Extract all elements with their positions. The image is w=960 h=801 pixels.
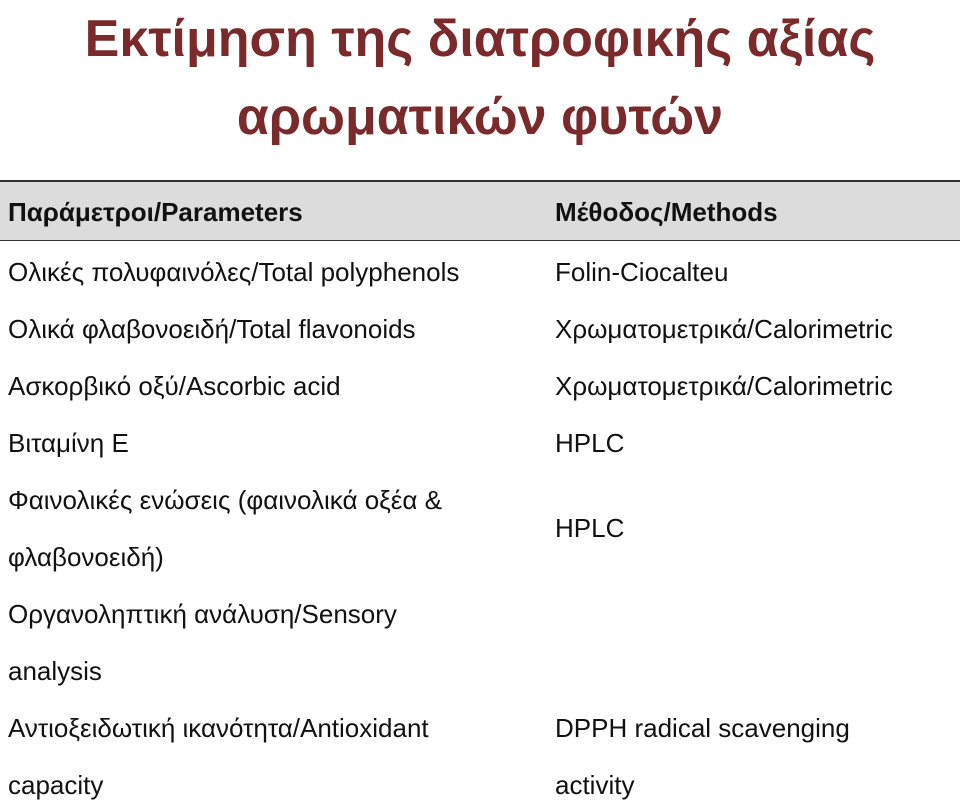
row-3-method: Χρωματομετρικά/Calorimetric bbox=[555, 371, 893, 401]
row-5-method: HPLC bbox=[555, 513, 625, 543]
row-7-parameter-line-1: Αντιοξειδωτική ικανότητα/Antioxidant bbox=[8, 713, 429, 743]
row-6-parameter-line-1: Οργανοληπτική ανάλυση/Sensory bbox=[8, 599, 397, 629]
row-5-parameter-line-1: Φαινολικές ενώσεις (φαινολικά οξέα & bbox=[8, 485, 442, 515]
row-6-parameter-line-2: analysis bbox=[8, 656, 102, 686]
table-header-row bbox=[0, 182, 960, 241]
header-parameters: Παράμετροι/Parameters bbox=[8, 197, 303, 227]
slide-title-line-1: Εκτίμηση της διατροφικής αξίας bbox=[84, 10, 876, 68]
parameters-methods-table bbox=[0, 180, 960, 800]
row-4-parameter: Βιταμίνη Ε bbox=[8, 428, 129, 458]
row-3-parameter: Ασκορβικό οξύ/Ascorbic acid bbox=[8, 371, 341, 401]
row-7-method-line-1: DPPH radical scavenging bbox=[555, 713, 850, 743]
row-4-method: HPLC bbox=[555, 428, 625, 458]
row-2-method: Χρωματομετρικά/Calorimetric bbox=[555, 314, 893, 344]
row-1-parameter: Ολικές πολυφαινόλες/Total polyphenols bbox=[8, 257, 460, 287]
slide-title bbox=[0, 0, 960, 156]
row-7-method-line-2: activity bbox=[555, 770, 635, 800]
row-7-parameter-line-2: capacity bbox=[8, 770, 104, 800]
row-1-method: Folin-Ciocalteu bbox=[555, 257, 729, 287]
row-5-parameter-line-2: φλαβονοειδή) bbox=[8, 542, 164, 572]
row-2-parameter: Ολικά φλαβονοειδή/Total flavonoids bbox=[8, 314, 416, 344]
header-methods: Μέθοδος/Methods bbox=[555, 197, 778, 227]
slide-title-line-2: αρωματικών φυτών bbox=[236, 88, 724, 146]
